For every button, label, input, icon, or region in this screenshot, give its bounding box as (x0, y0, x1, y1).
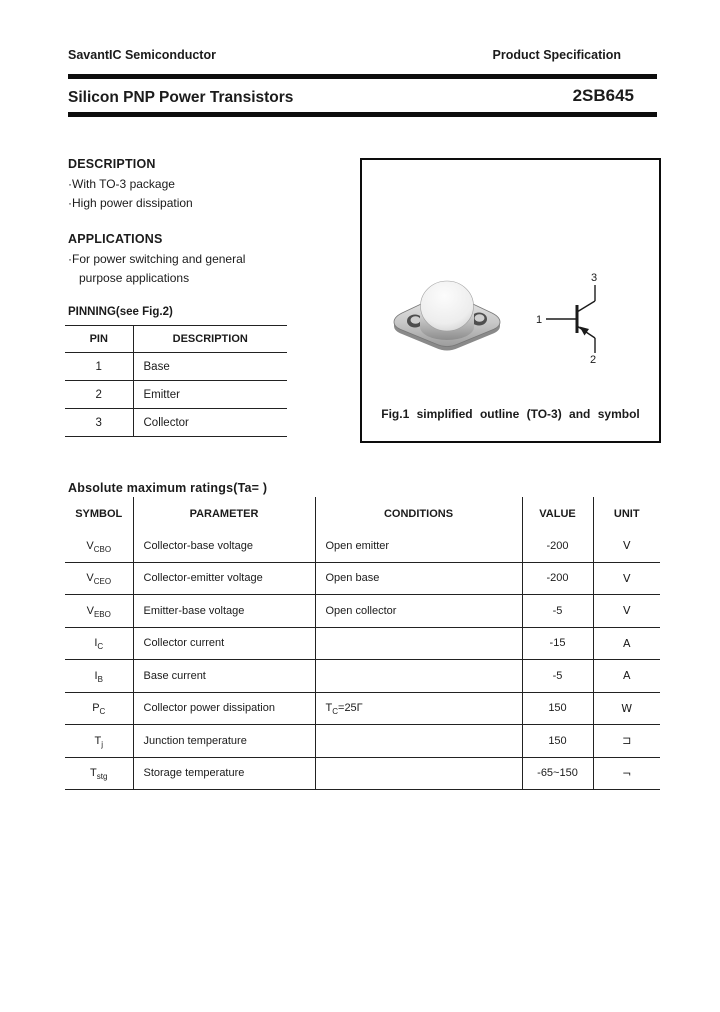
parameter-cell: Junction temperature (133, 725, 315, 758)
pin-number: 2 (65, 381, 133, 409)
value-cell: -200 (522, 562, 593, 595)
pin-number: 1 (65, 353, 133, 381)
pin-label-collector: 3 (591, 272, 598, 284)
table-row (65, 595, 660, 628)
pinning-header-row (65, 326, 287, 353)
title-rule (68, 112, 657, 117)
conditions-cell: Open emitter (315, 530, 522, 562)
applications-line: ·For power switching and general (68, 252, 246, 266)
table-row (65, 660, 660, 693)
parameter-cell: Storage temperature (133, 757, 315, 790)
parameter-cell: Emitter-base voltage (133, 595, 315, 628)
pinning-heading: PINNING(see Fig.2) (68, 306, 173, 318)
conditions-cell (315, 627, 522, 660)
collector-diagonal (577, 301, 595, 312)
description-column-header: DESCRIPTION (133, 326, 287, 353)
pin-number: 3 (65, 409, 133, 437)
table-row (65, 381, 287, 409)
description-item: ·High power dissipation (68, 196, 193, 210)
symbol-cell: $V_{CBO}$ (65, 530, 133, 562)
unit-column-header: UNIT (613, 507, 640, 520)
emitter-arrow (580, 327, 590, 336)
symbol-cell: $T_j$ (65, 725, 133, 758)
pin-label-base: 1 (536, 314, 543, 326)
table-row (65, 725, 660, 758)
ratings-header-row (65, 497, 660, 530)
value-cell: -15 (522, 627, 593, 660)
value-cell: -65~150 (522, 757, 593, 790)
company-name: SavantIC Semiconductor (68, 48, 216, 62)
table-row (65, 530, 660, 562)
pin-column-header: PIN (65, 326, 133, 353)
unit-cell: V (593, 530, 660, 562)
symbol-cell: $P_C$ (65, 692, 133, 725)
table-row (65, 757, 660, 790)
unit-cell: A (593, 660, 660, 693)
unit-cell: V (593, 562, 660, 595)
table-row (65, 353, 287, 381)
description-heading: DESCRIPTION (68, 157, 156, 171)
hole-highlight (411, 316, 421, 324)
pin-description: Emitter (133, 381, 287, 409)
spec-label: Product Specification (492, 48, 621, 62)
conditions-cell: $T_C=25\Gamma$ (315, 692, 522, 725)
table-row (65, 692, 660, 725)
symbol-cell: $I_C$ (65, 627, 133, 660)
value-cell: -200 (522, 530, 593, 562)
conditions-cell (315, 725, 522, 758)
table-row (65, 409, 287, 437)
to3-package-photo (388, 270, 506, 354)
value-cell: -5 (522, 595, 593, 628)
figure-box (360, 158, 661, 443)
conditions-cell (315, 757, 522, 790)
parameter-cell: Collector power dissipation (133, 692, 315, 725)
pin-description: Base (133, 353, 287, 381)
pnp-transistor-symbol (532, 270, 628, 364)
applications-heading: APPLICATIONS (68, 232, 163, 246)
unit-cell: V (593, 595, 660, 628)
table-row (65, 627, 660, 660)
conditions-cell: Open collector (315, 595, 522, 628)
symbol-column-header: SYMBOL (65, 497, 133, 530)
ratings-table (65, 497, 660, 790)
unit-cell: ⊐ (593, 725, 660, 758)
pinning-table (65, 325, 287, 437)
description-item: ·With TO-3 package (68, 177, 175, 191)
conditions-column-header: CONDITIONS (315, 497, 522, 530)
ratings-heading: Absolute maximum ratings(Ta= ) (68, 481, 268, 495)
value-cell: -5 (522, 660, 593, 693)
unit-cell: A (593, 627, 660, 660)
parameter-cell: Collector current (133, 627, 315, 660)
header-rule (68, 74, 657, 79)
value-column-header: VALUE (522, 497, 593, 530)
symbol-cell: $T_{stg}$ (65, 757, 133, 790)
symbol-cell: $V_{CEO}$ (65, 562, 133, 595)
unit-cell: ¬ (593, 757, 660, 790)
figure-caption: Fig.1 simplified outline (TO-3) and symbol (381, 407, 640, 421)
can-dome (421, 281, 474, 331)
symbol-cell: $I_B$ (65, 660, 133, 693)
applications-line: purpose applications (79, 271, 190, 285)
value-cell: 150 (522, 725, 593, 758)
conditions-cell (315, 660, 522, 693)
parameter-cell: Collector-emitter voltage (133, 562, 315, 595)
symbol-cell: $V_{EBO}$ (65, 595, 133, 628)
pin-label-emitter: 2 (590, 354, 597, 364)
unit-cell: W (593, 692, 660, 725)
parameter-cell: Base current (133, 660, 315, 693)
table-row (65, 562, 660, 595)
parameter-column-header: PARAMETER (133, 497, 315, 530)
pin-description: Collector (133, 409, 287, 437)
page-title: Silicon PNP Power Transistors (68, 89, 294, 106)
conditions-cell: Open base (315, 562, 522, 595)
value-cell: 150 (522, 692, 593, 725)
part-number: 2SB645 (572, 86, 634, 105)
hole-highlight (475, 314, 485, 322)
parameter-cell: Collector-base voltage (133, 530, 315, 562)
